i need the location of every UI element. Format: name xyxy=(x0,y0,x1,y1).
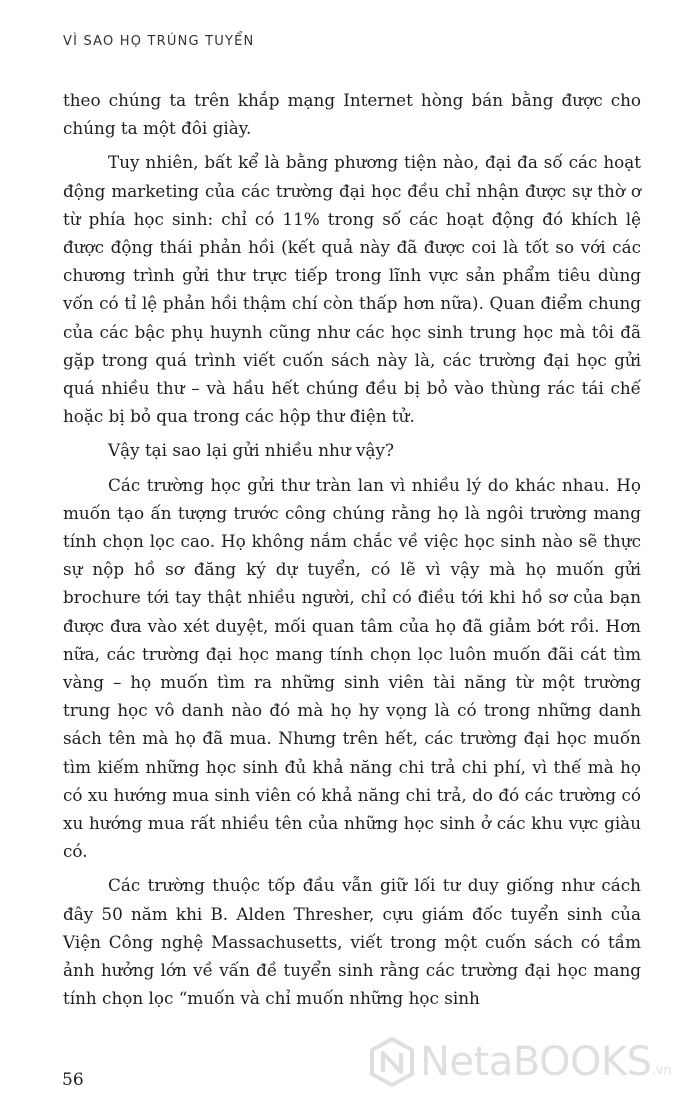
netabooks-logo-icon xyxy=(368,1036,416,1088)
body-text xyxy=(63,86,641,1019)
paragraph: Vậy tại sao lại gửi nhiều như vậy? xyxy=(108,440,394,461)
paragraph: Các trường học gửi thư tràn lan vì nhiều lý do khác nhau. Họ muốn tạo ấn tượng trước công chúng rằng họ là ngôi trường mang tính chọn lọc cao. Họ không nắm chắc về việc học sinh nào sẽ thực sự nộp hồ sơ đăng ký dự tuyển, có lẽ vì vậy mà họ muốn gửi brochure tới tay thật nhiều người, chỉ có điều tới khi hồ sơ của bạn được đưa vào xét duyệt, mối quan tâm của họ đã giảm bớt rồi. Hơn nữa, các trường đại học mang tính chọn lọc luôn muốn đãi cát tìm vàng – họ muốn tìm ra những sinh viên tài năng từ một trường trung học vô danh nào đó mà họ hy vọng là có trong những danh sách tên mà họ đã mua. Nhưng trên hết, các trường đại học muốn tìm kiếm những học sinh đủ khả năng chi trả chi phí, vì thế mà họ có xu hướng mua sinh viên có khả năng chi trả, do đó các trường có xu hướng mua rất nhiều tên của những học sinh ở các khu vực giàu có. xyxy=(63,474,641,862)
watermark xyxy=(368,1032,693,1092)
running-header: VÌ SAO HỌ TRÚNG TUYỂN xyxy=(63,34,255,49)
watermark-suffix: .vn xyxy=(651,1063,672,1078)
paragraph: Các trường thuộc tốp đầu vẫn giữ lối tư duy giống như cách đây 50 năm khi B. Alden Thresher, cựu giám đốc tuyển sinh của Viện Công nghệ Massachusetts, viết trong một cuốn sách có tầm ảnh hưởng lớn về vấn đề tuyển sinh rằng các trường đại học mang tính chọn lọc “muốn và chỉ muốn những học sinh xyxy=(63,875,641,1009)
page-number: 56 xyxy=(62,1070,84,1090)
paragraph-continued: theo chúng ta trên khắp mạng Internet hòng bán bằng được cho chúng ta một đôi giày. xyxy=(63,90,641,139)
paragraph: Tuy nhiên, bất kể là bằng phương tiện nào, đại đa số các hoạt động marketing của các trường đại học đều chỉ nhận được sự thờ ơ từ phía học sinh: chỉ có 11% trong số các hoạt động đó khích lệ được động thái phản hồi (kết quả này đã được coi là tốt so với các chương trình gửi thư trực tiếp trong lĩnh vực sản phẩm tiêu dùng vốn có tỉ lệ phản hồi thậm chí còn thấp hơn nữa). Quan điểm chung của các bậc phụ huynh cũng như các học sinh trung học mà tôi đã gặp trong quá trình viết cuốn sách này là, các trường đại học gửi quá nhiều thư – và hầu hết chúng đều bị bỏ vào thùng rác tái chế hoặc bị bỏ qua trong các hộp thư điện tử. xyxy=(63,152,641,427)
watermark-brand: NetaBOOKS xyxy=(420,1039,652,1085)
